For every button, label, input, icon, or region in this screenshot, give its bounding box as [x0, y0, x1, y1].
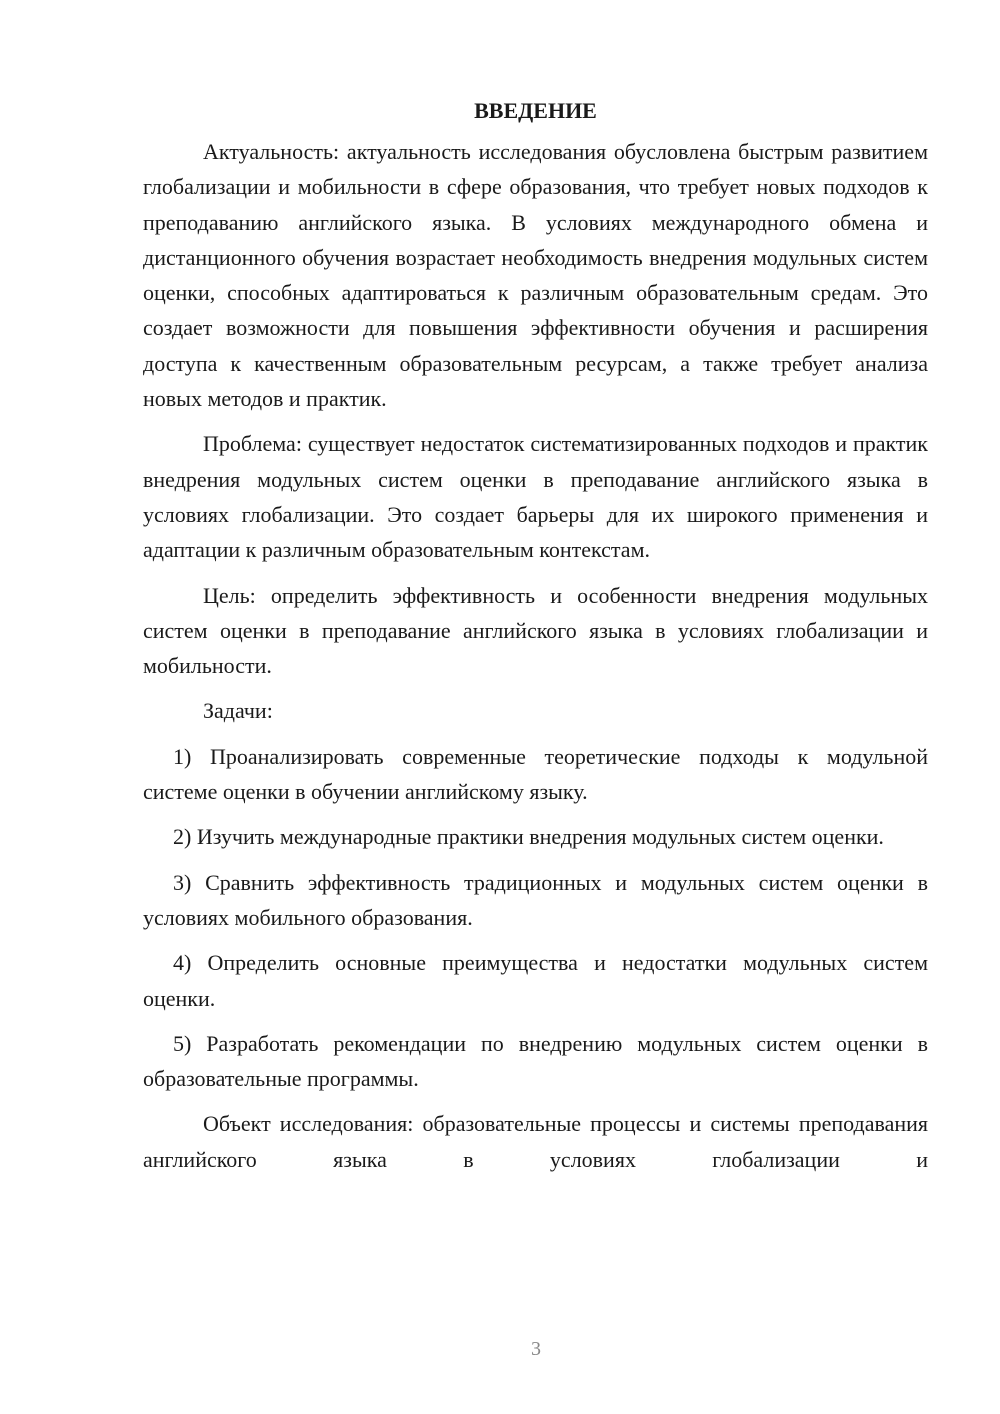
- page-content: [143, 93, 928, 1177]
- paragraph-object: Объект исследования: образовательные процессы и системы преподавания английского языка в условиях глобализации и: [143, 1111, 928, 1172]
- page-number: 3: [531, 1338, 541, 1360]
- task-item-5: 5) Разработать рекомендации по внедрению модульных систем оценки в образовательные программы.: [143, 1030, 928, 1092]
- task-item-2: 2) Изучить международные практики внедрения модульных систем оценки.: [173, 824, 884, 850]
- task-item-1: 1) Проанализировать современные теоретические подходы к модульной системе оценки в обучении английскому языку.: [143, 743, 928, 805]
- paragraph-relevance: Актуальность: актуальность исследования обусловлена быстрым развитием глобализации и мобильности в сфере образования, что требует новых подходов к преподаванию английского языка. В условиях международного обмена и дистанционного обучения возрастает необходимость внедрения модульных систем оценки, способных адаптироваться к различным образовательным средам. Это создает возможности для повышения эффективности обучения и расширения доступа к качественным образовательным ресурсам, а также требует анализа новых методов и практик.: [143, 139, 928, 412]
- page-title: ВВЕДЕНИЕ: [474, 98, 597, 123]
- task-item-3: 3) Сравнить эффективность традиционных и модульных систем оценки в условиях мобильного образования.: [143, 869, 928, 930]
- paragraph-goal: Цель: определить эффективность и особенности внедрения модульных систем оценки в преподавание английского языка в условиях глобализации и мобильности.: [143, 582, 928, 679]
- task-item-4: 4) Определить основные преимущества и недостатки модульных систем оценки.: [143, 950, 928, 1011]
- paragraph-problem: Проблема: существует недостаток систематизированных подходов и практик внедрения модульных систем оценки в преподавание английского языка в условиях глобализации. Это создает барьеры для их широкого применения и адаптации к различным образовательным контекстам.: [143, 431, 928, 563]
- tasks-heading: Задачи:: [203, 698, 273, 724]
